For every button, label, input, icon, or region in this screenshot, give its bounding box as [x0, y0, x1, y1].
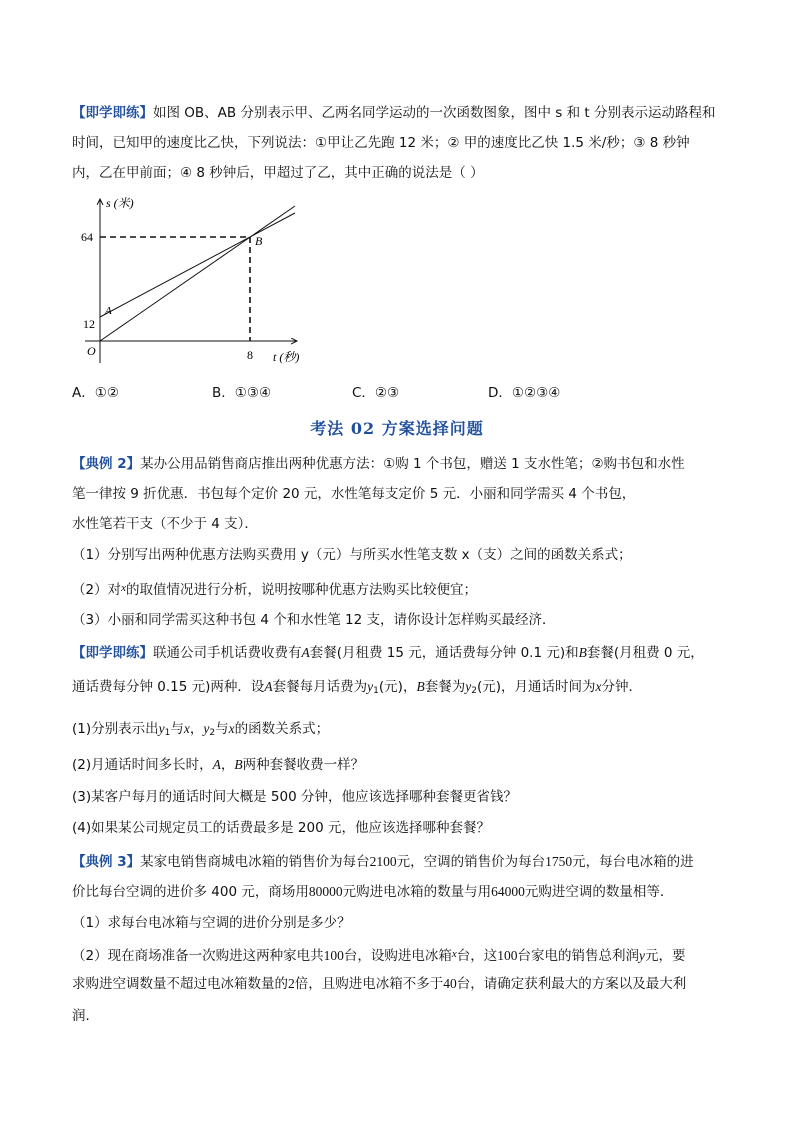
e3-l4-c: 台，请确定获利最大的方案以及最大利	[456, 976, 687, 992]
e3-l1-b: 元，空调的销售价为每台	[396, 854, 546, 870]
practice1-tag: 【即学即练】	[72, 105, 153, 121]
e3-q2-d: 台家电的销售总利润	[517, 948, 639, 964]
sub-2: 2	[471, 686, 477, 696]
p2-text-a: 联通公司手机话费收费有	[153, 645, 302, 661]
x-tick-8: 8	[247, 348, 253, 362]
example3-q1: （1）求每台电冰箱与空调的进价分别是多少？	[72, 915, 351, 931]
var-y1: y	[367, 679, 374, 694]
example3-q2	[72, 944, 732, 966]
num-2: 2	[288, 976, 295, 991]
p2-l2-c: (元)，	[378, 679, 417, 695]
practice2-q1	[72, 719, 732, 743]
var-B: B	[234, 757, 243, 772]
origin-label: O	[87, 344, 96, 358]
y-axis-label: s (米)	[106, 196, 134, 210]
example2-q2	[72, 578, 732, 600]
section-heading: 考法 02 方案选择问题	[310, 419, 484, 438]
p2-text-b: 套餐(月租费 15 元，通话费每分钟 0.1 元)和	[309, 645, 579, 661]
practice1-text1: 如图 OB、AB 分别表示甲、乙两名同学运动的一次函数图象，图中 s 和 t 分别表示运动路程和	[153, 105, 716, 121]
example2-text1: 某办公用品销售商店推出两种优惠方法：①购 1 个书包，赠送 1 支水性笔；②购书包和水性	[140, 456, 685, 472]
e3-l2-c: 元购进空调的数量相等．	[524, 884, 674, 900]
p2-l2-f: 分钟．	[601, 679, 642, 695]
example3-line4	[72, 974, 732, 994]
e3-q2-a: （2）现在商场准备一次购进这两种家电共	[72, 948, 324, 964]
q2-a: (2)月通话时间多长时，	[72, 757, 213, 773]
q2-rest: 的取值情况进行分析，说明按哪种优惠方法购买比较便宜；	[125, 582, 477, 598]
e3-l1-a: 某家电销售商城电冰箱的销售价为每台	[140, 854, 370, 870]
practice1-line2: 时间，已知甲的速度比乙快，下列说法：①甲让乙先跑 12 米；② 甲的速度比乙快 1.5 米/秒；③ 8 秒钟	[72, 135, 690, 151]
q1-a: (1)分别表示出	[72, 721, 159, 737]
e3-l4-a: 求购进空调数量不超过电冰箱数量的	[72, 976, 288, 992]
example2-line3: 水性笔若干支（不少于 4 支）．	[72, 516, 258, 532]
var-A: A	[264, 679, 273, 694]
var-y: y	[638, 948, 645, 963]
e3-l2-b: 元购进电冰箱的数量与用	[342, 884, 492, 900]
var-x: x	[121, 582, 126, 594]
q1-e: 的函数关系式；	[234, 721, 330, 737]
option-d: D．①②③④	[488, 385, 561, 401]
example3-line2	[72, 882, 732, 902]
var-y1: y	[158, 721, 165, 736]
example2-line1	[72, 454, 732, 474]
practice2-q3: (3)某客户每月的通话时间大概是 500 分钟，他应该选择哪种套餐更省钱？	[72, 789, 517, 805]
num-80000: 80000	[308, 884, 343, 899]
p2-l2-b: 套餐每月话费为	[272, 679, 368, 695]
p2-text-c: 套餐(月租费 0 元，	[586, 645, 704, 661]
example2-q1: （1）分别写出两种优惠方法购买费用 y（元）与所买水性笔支数 x（支）之间的函数关系式；	[72, 547, 632, 563]
num-64000: 64000	[491, 884, 525, 899]
example3-tag: 【典例 3】	[72, 854, 141, 870]
p2-l2-a: 通话费每分钟 0.15 元)两种．设	[72, 679, 265, 695]
num-40: 40	[443, 976, 457, 991]
option-b: B．①③④	[212, 385, 272, 401]
num-100: 100	[323, 948, 344, 963]
e3-q2-e: 元，要	[644, 948, 686, 964]
point-b-label: B	[255, 234, 263, 248]
e3-l2-a: 价比每台空调的进价多 400 元，商场用	[72, 884, 309, 900]
option-a: A．①②	[72, 385, 119, 401]
option-c: C．②③	[352, 385, 400, 401]
var-y2: y	[203, 721, 210, 736]
example2-q3: （3）小丽和同学需买这种书包 4 个和水性笔 12 支，请你设计怎样购买最经济．	[72, 612, 556, 628]
e3-l1-c: 元，每台电冰箱的进	[572, 854, 694, 870]
sub-2: 2	[209, 728, 216, 738]
practice1-line3: 内，乙在甲前面；④ 8 秒钟后，甲超过了乙，其中正确的说法是（ ）	[72, 165, 484, 181]
example2-tag: 【典例 2】	[72, 456, 141, 472]
practice2-line2	[72, 677, 732, 701]
practice2-q4: (4)如果某公司规定员工的话费最多是 200 元，他应该选择哪种套餐？	[72, 820, 490, 836]
example3-line5: 润．	[72, 1008, 99, 1024]
var-x: x	[595, 679, 602, 694]
line-ab	[100, 213, 295, 317]
q2-c: 两种套餐收费一样？	[242, 757, 365, 773]
var-B: B	[578, 645, 587, 660]
point-a-label: A	[105, 305, 112, 317]
y-tick-12: 12	[83, 317, 95, 331]
q2-prefix: （2）对	[72, 582, 122, 598]
practice2-line1	[72, 643, 732, 663]
e3-l4-b: 倍，且购进电冰箱不多于	[294, 976, 444, 992]
e3-q2-c: 台，这	[456, 948, 498, 964]
line-ob	[100, 206, 295, 341]
p2-l2-e: (元)，月通话时间为	[476, 679, 596, 695]
q2-b: ，	[220, 757, 235, 773]
motion-graph	[75, 193, 315, 371]
e3-q2-b: 台，设购进电冰箱	[343, 948, 452, 964]
var-x: x	[228, 721, 235, 736]
num-1750: 1750	[545, 854, 573, 869]
var-x: x	[451, 948, 457, 960]
var-B: B	[416, 679, 425, 694]
var-A: A	[212, 757, 221, 772]
var-x: x	[183, 721, 190, 736]
x-axis-label: t (秒)	[273, 350, 300, 364]
practice2-q2	[72, 755, 732, 775]
num-100: 100	[497, 948, 518, 963]
q1-b: 与	[170, 721, 184, 737]
example2-line2: 笔一律按 9 折优惠．书包每个定价 20 元，水性笔每支定价 5 元．小丽和同学需买 4 个书包，	[72, 486, 636, 502]
practice1-line1	[72, 103, 732, 123]
example3-line1	[72, 852, 732, 872]
p2-l2-d: 套餐为	[424, 679, 466, 695]
q1-c: ，	[189, 721, 204, 737]
var-A: A	[301, 645, 310, 660]
practice2-tag: 【即学即练】	[72, 645, 153, 661]
sub-1: 1	[164, 728, 171, 738]
y-tick-64: 64	[81, 230, 93, 244]
var-y2: y	[465, 679, 472, 694]
num-2100: 2100	[369, 854, 397, 869]
sub-1: 1	[373, 686, 379, 696]
q1-d: 与	[215, 721, 229, 737]
